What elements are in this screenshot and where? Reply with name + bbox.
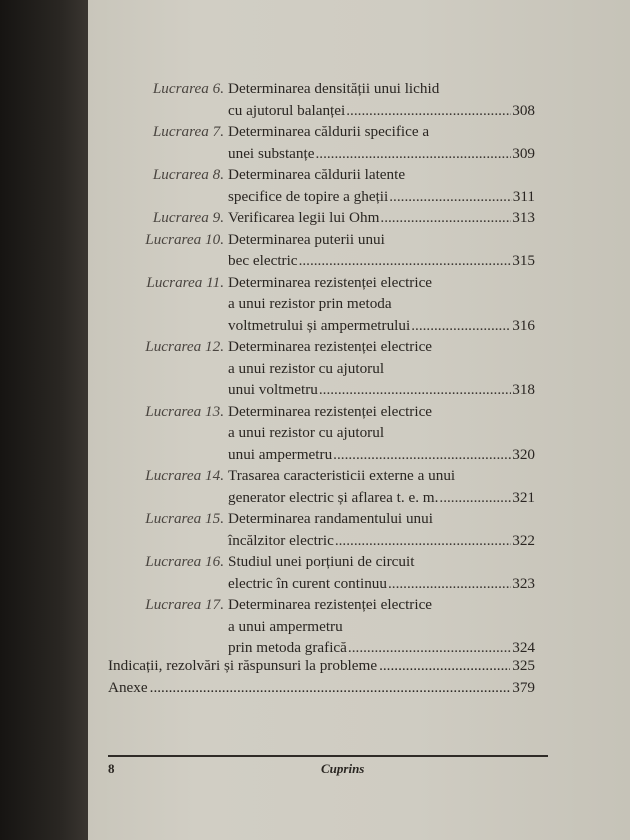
toc-entry-label: Lucrarea 8. xyxy=(152,166,224,183)
toc-entry-label: Lucrarea 6. xyxy=(152,80,224,97)
toc-entry-title-line: unui voltmetru xyxy=(228,381,318,398)
toc-page-number: 320 xyxy=(512,445,535,463)
dot-leader xyxy=(315,143,511,165)
toc-entry-title-line: unei substanțe xyxy=(228,144,315,162)
toc-page-number: 379 xyxy=(512,678,535,696)
toc-entry-title-line: Determinarea căldurii latente xyxy=(228,166,406,183)
toc-tail-title: Indicații, rezolvări și răspunsuri la probleme xyxy=(108,657,378,674)
toc-entry-title-line: a unui ampermetru xyxy=(228,617,343,635)
toc-page-number: 325 xyxy=(512,657,535,674)
toc-entry-label: Lucrarea 13. xyxy=(145,402,224,420)
toc-entry-label: Lucrarea 9. xyxy=(152,209,224,226)
toc-entry-title-line: Determinarea rezistenței electrice xyxy=(228,402,433,420)
dot-leader xyxy=(389,186,512,208)
toc-entry-last-line xyxy=(228,487,535,509)
dot-leader xyxy=(439,487,511,509)
dot-leader xyxy=(380,207,511,229)
toc-entry-title-line: bec electric xyxy=(228,252,298,269)
toc-entry-last-line xyxy=(228,315,535,337)
toc-entry-last-line xyxy=(228,100,535,122)
toc-entry-label: Lucrarea 12. xyxy=(145,338,224,355)
toc-entry-title-line: a unui rezistor cu ajutorul xyxy=(228,359,385,377)
toc-entry-title-line: Trasarea caracteristicii externe a unui xyxy=(228,467,456,484)
toc-tail-entry xyxy=(108,655,535,677)
dot-leader xyxy=(346,100,511,122)
toc-entry-title-line: unui ampermetru xyxy=(228,445,333,463)
toc-entry-title-line: a unui rezistor prin metoda xyxy=(228,295,392,312)
toc-entry-title-line: Determinarea rezistenței electrice xyxy=(228,596,433,613)
toc-entry-last-line xyxy=(228,143,535,165)
dot-leader xyxy=(150,677,511,699)
toc-entry-title-line: Verificarea legii lui Ohm xyxy=(228,209,380,226)
toc-entry-title-line: prin metoda grafică xyxy=(228,639,347,656)
toc-entry-title-line: Determinarea randamentului unui xyxy=(228,510,433,527)
toc-entry-title-line: electric în curent continuu xyxy=(228,574,387,592)
toc-entry-title-line: Studiul unei porțiuni de circuit xyxy=(228,553,415,570)
toc-page-number: 308 xyxy=(512,101,535,119)
toc-page-number: 309 xyxy=(512,144,535,162)
toc-page-number: 323 xyxy=(512,574,535,592)
toc-entry-last-line xyxy=(228,573,535,595)
toc-tail-entry xyxy=(108,677,535,699)
toc-entry-label: Lucrarea 14. xyxy=(145,467,224,484)
dot-leader xyxy=(299,250,512,272)
toc-entry-title-line: Determinarea rezistenței electrice xyxy=(228,273,433,291)
toc-entry-title-line: Determinarea densității unui lichid xyxy=(228,80,440,97)
toc-page-number: 324 xyxy=(512,639,535,656)
toc-entry-title-line: Determinarea rezistenței electrice xyxy=(228,338,433,355)
toc-page-number: 321 xyxy=(512,488,535,506)
toc-entry-title-line: Determinarea căldurii specifice a xyxy=(228,123,430,140)
toc-entry-label: Lucrarea 17. xyxy=(145,596,224,613)
toc-entry-last-line xyxy=(228,530,535,552)
toc-page-number: 316 xyxy=(512,316,535,334)
toc-entry-title-line: încălzitor electric xyxy=(228,531,334,549)
toc-entry-label: Lucrarea 11. xyxy=(146,273,224,291)
book-gutter xyxy=(0,0,88,840)
dot-leader xyxy=(333,444,511,466)
toc-entry-title-line: specifice de topire a gheții xyxy=(228,187,389,205)
toc-page-number: 322 xyxy=(512,531,535,549)
toc-tail-title: Anexe xyxy=(108,678,148,696)
toc-entry-title-line: Determinarea puterii unui xyxy=(228,230,385,248)
running-title: Cuprins xyxy=(321,761,365,776)
toc-entry-last-line xyxy=(228,379,535,401)
toc-entry-title-line: cu ajutorul balanței xyxy=(228,101,346,119)
toc-entry-label: Lucrarea 10. xyxy=(145,230,224,248)
footer-rule xyxy=(108,755,548,757)
toc-entry-label: Lucrarea 16. xyxy=(145,553,224,570)
toc-entry-title-line: generator electric și aflarea t. e. m. xyxy=(228,488,439,506)
dot-leader xyxy=(319,379,511,401)
toc-page-number: 315 xyxy=(512,252,535,269)
dot-leader xyxy=(379,655,510,677)
book-page xyxy=(88,0,630,840)
toc-entry-last-line xyxy=(228,444,535,466)
dot-leader xyxy=(411,315,511,337)
toc-entry-last-line xyxy=(228,250,535,272)
page-number: 8 xyxy=(108,761,115,776)
toc-entry-last-line xyxy=(228,207,535,229)
toc-page-number: 311 xyxy=(512,187,535,205)
dot-leader xyxy=(388,573,511,595)
toc-entry-last-line xyxy=(228,186,535,208)
toc-entry-title-line: voltmetrului și ampermetrului xyxy=(228,316,411,334)
toc-entry-label: Lucrarea 15. xyxy=(145,510,224,527)
toc-page-number: 318 xyxy=(512,381,535,398)
dot-leader xyxy=(335,530,511,552)
toc-entry-title-line: a unui rezistor cu ajutorul xyxy=(228,424,385,441)
toc-page-number: 313 xyxy=(512,209,535,226)
toc-entry-label: Lucrarea 7. xyxy=(152,123,224,140)
